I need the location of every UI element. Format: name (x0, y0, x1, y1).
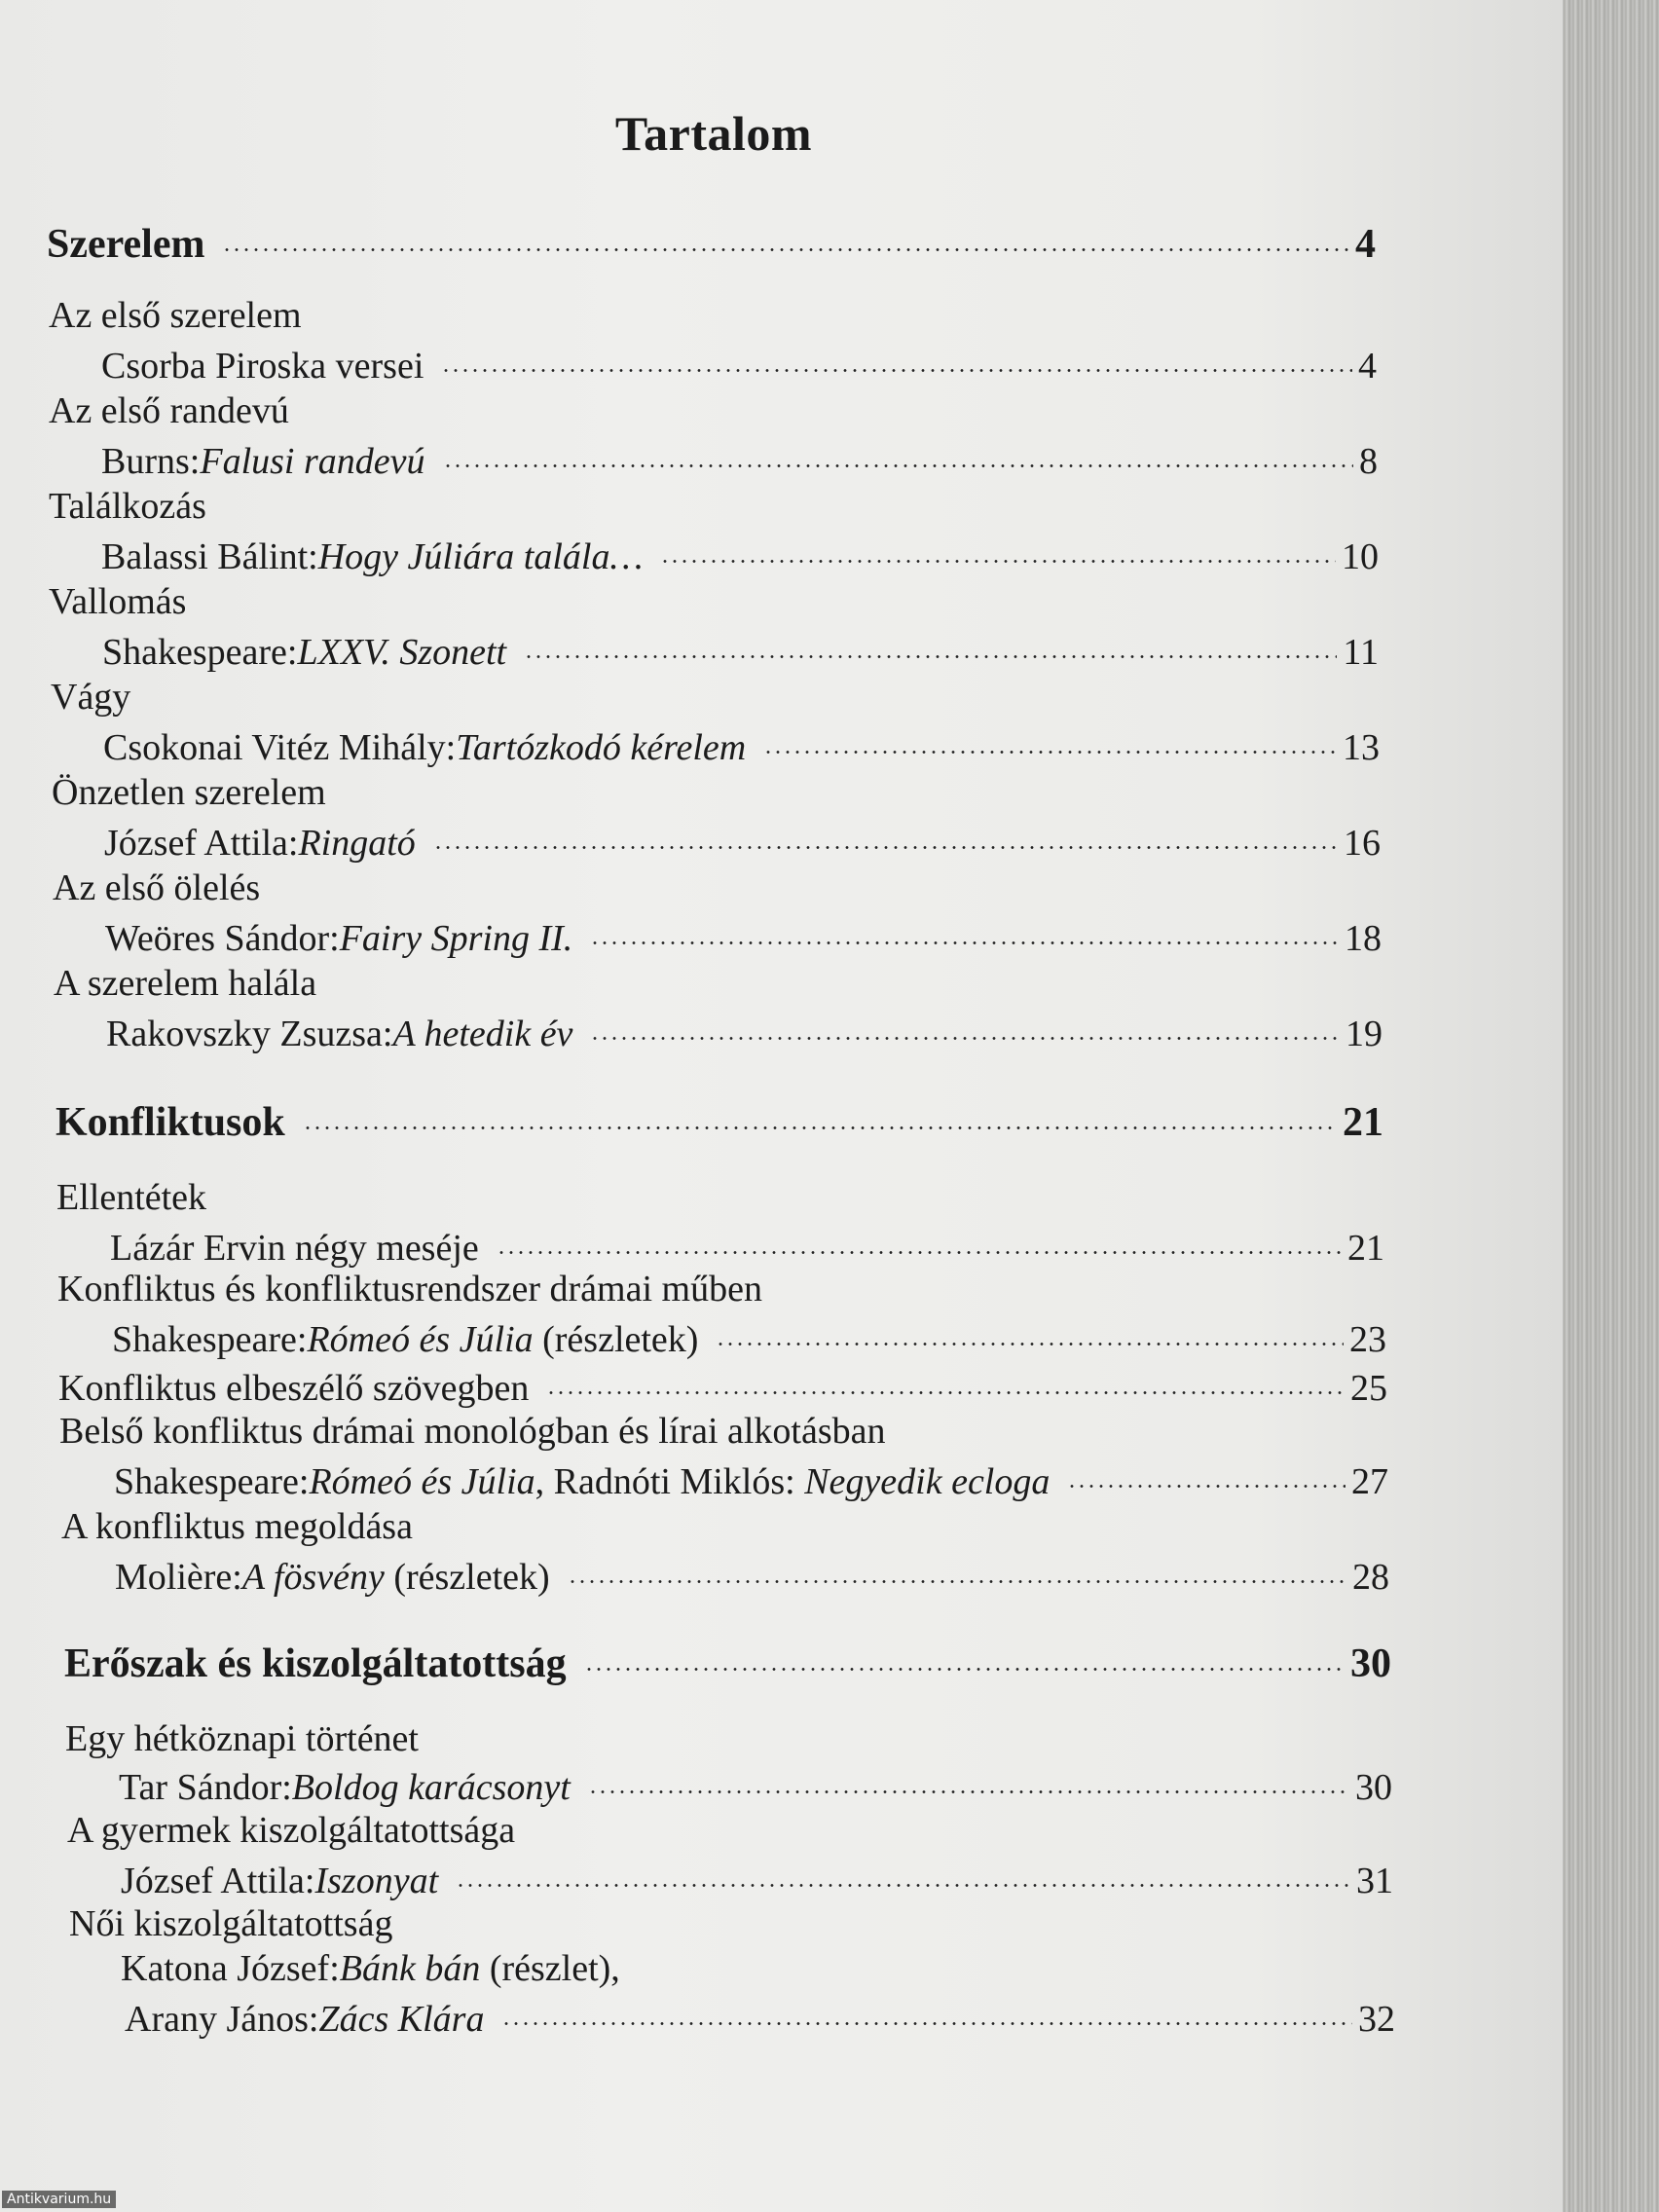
entry-note: (részletek) (384, 1557, 550, 1598)
page-number: 18 (1345, 918, 1382, 959)
entry-topic: A konfliktus megoldása (61, 1506, 413, 1547)
entry-author: Shakespeare: (112, 1319, 308, 1360)
entry-author-2: , Radnóti Miklós: (535, 1461, 805, 1502)
page-number: 30 (1355, 1767, 1392, 1808)
entry-author: Burns: (101, 441, 201, 482)
entry-topic: Konfliktus és konfliktusrendszer drámai műben (57, 1269, 762, 1309)
page-number: 4 (1358, 346, 1377, 387)
leader-dots (501, 1994, 1352, 2031)
entry-line (58, 1363, 1387, 1408)
leader-dots (443, 436, 1354, 473)
page-number: 10 (1342, 536, 1379, 577)
leader-dots (303, 1094, 1337, 1135)
entry-work: Falusi randevú (200, 441, 425, 482)
leader-dots (763, 722, 1337, 759)
entry-work: LXXV. Szonett (297, 632, 507, 673)
entry-work: Ringató (298, 823, 416, 864)
entry-work: Fairy Spring II. (339, 918, 573, 959)
leader-dots (590, 913, 1339, 950)
entry-line (101, 532, 1379, 576)
page-number: 4 (1355, 222, 1376, 267)
entry-line (104, 818, 1381, 863)
page-number: 21 (1347, 1228, 1384, 1269)
entry-note: (részletek) (533, 1319, 699, 1360)
page-number: 27 (1351, 1461, 1388, 1502)
entry-line (115, 1552, 1389, 1597)
entry-line (119, 1762, 1392, 1807)
entry-topic: Vágy (51, 677, 131, 718)
entry-author: Katona József: (121, 1948, 340, 1989)
page-number: 28 (1352, 1557, 1389, 1598)
page-edge-stack (1563, 0, 1659, 2212)
entry-author: Balassi Bálint: (101, 536, 318, 577)
leader-dots (546, 1363, 1345, 1400)
entry-author: Shakespeare: (102, 632, 298, 673)
entry-line (105, 913, 1382, 958)
section-heading-eroszak (64, 1636, 1391, 1686)
section-heading-szerelem (47, 216, 1376, 267)
entry-work: Bánk bán (339, 1948, 481, 1989)
page-number: 23 (1349, 1319, 1386, 1360)
entry-work-2: Zács Klára (318, 1999, 485, 2040)
entry-work-2: Negyedik ecloga (804, 1461, 1051, 1502)
entry-topic: Konfliktus elbeszélő szövegben (58, 1368, 530, 1409)
page-number: 8 (1359, 441, 1378, 482)
entry-author: Shakespeare: (114, 1461, 310, 1502)
entry-line (125, 1994, 1395, 2039)
entry-work: Iszonyat (314, 1861, 439, 1901)
entry-topic: Ellentétek (56, 1177, 207, 1218)
page-number: 31 (1356, 1861, 1393, 1901)
section-title: Szerelem (47, 222, 205, 267)
entry-line (101, 436, 1378, 481)
entry-author: Csorba Piroska versei (101, 346, 424, 387)
entry-topic: Az első szerelem (49, 295, 302, 336)
watermark: Antikvarium.hu (2, 2191, 116, 2208)
entry-work: A hetedik év (392, 1014, 573, 1054)
leader-dots (433, 818, 1338, 855)
page-number: 16 (1344, 823, 1381, 864)
entry-note: (részlet), (480, 1948, 620, 1989)
leader-dots (590, 1009, 1340, 1046)
page-number: 11 (1343, 632, 1379, 673)
section-title: Erőszak és kiszolgáltatottság (64, 1641, 567, 1686)
leader-dots (716, 1314, 1344, 1351)
entry-author: József Attila: (104, 823, 299, 864)
entry-work: Rómeó és Júlia (309, 1461, 535, 1502)
entry-topic: Vallomás (49, 581, 187, 622)
entry-topic: A szerelem halála (54, 963, 317, 1004)
page-number: 13 (1343, 727, 1380, 768)
leader-dots (584, 1636, 1345, 1677)
entry-line (121, 1947, 620, 1992)
entry-topic: Találkozás (49, 486, 206, 527)
entry-line (121, 1856, 1393, 1900)
section-title: Konfliktusok (55, 1100, 285, 1145)
entry-work: Hogy Júliára talála… (317, 536, 644, 577)
entry-line (106, 1009, 1382, 1053)
entry-author: Molière: (115, 1557, 242, 1598)
entry-author: Rakovszky Zsuzsa: (106, 1014, 393, 1054)
entry-work: A fösvény (241, 1557, 385, 1598)
entry-line (103, 722, 1380, 767)
page-number: 25 (1350, 1368, 1387, 1409)
entry-topic: Női kiszolgáltatottság (69, 1903, 393, 1944)
entry-line (101, 341, 1377, 386)
entry-line (110, 1223, 1384, 1268)
leader-dots (456, 1856, 1350, 1893)
entry-work: Rómeó és Júlia (307, 1319, 534, 1360)
page-number: 19 (1346, 1014, 1382, 1054)
entry-topic: Az első randevú (49, 390, 289, 431)
page-title: Tartalom (614, 106, 813, 161)
entry-line (102, 627, 1379, 672)
entry-work: Tartózkodó kérelem (456, 727, 747, 768)
entry-author: Lázár Ervin négy meséje (110, 1228, 479, 1269)
leader-dots (222, 216, 1349, 257)
entry-topic: Önzetlen szerelem (52, 772, 326, 813)
leader-dots (441, 341, 1352, 378)
entry-author: Csokonai Vitéz Mihály: (103, 727, 457, 768)
leader-dots (588, 1762, 1349, 1799)
entry-topic: Belső konfliktus drámai monológban és lírai alkotásban (59, 1411, 886, 1452)
leader-dots (497, 1223, 1342, 1260)
page-number: 32 (1358, 1999, 1395, 2040)
entry-work: Boldog karácsonyt (291, 1767, 571, 1808)
leader-dots (660, 532, 1336, 569)
entry-topic: Az első ölelés (53, 867, 261, 908)
entry-line (114, 1456, 1388, 1501)
entry-author: Tar Sándor: (119, 1767, 292, 1808)
entry-topic: Egy hétköznapi történet (65, 1718, 419, 1759)
entry-author-2: Arany János: (125, 1999, 319, 2040)
entry-author: Weöres Sándor: (105, 918, 340, 959)
section-heading-konfliktusok (55, 1094, 1383, 1145)
page-number: 21 (1343, 1100, 1383, 1145)
leader-dots (568, 1552, 1346, 1589)
leader-dots (524, 627, 1337, 664)
page-number: 30 (1350, 1641, 1391, 1686)
entry-author: József Attila: (121, 1861, 315, 1901)
leader-dots (1067, 1456, 1346, 1493)
entry-line (112, 1314, 1386, 1359)
entry-topic: A gyermek kiszolgáltatottsága (67, 1810, 516, 1851)
